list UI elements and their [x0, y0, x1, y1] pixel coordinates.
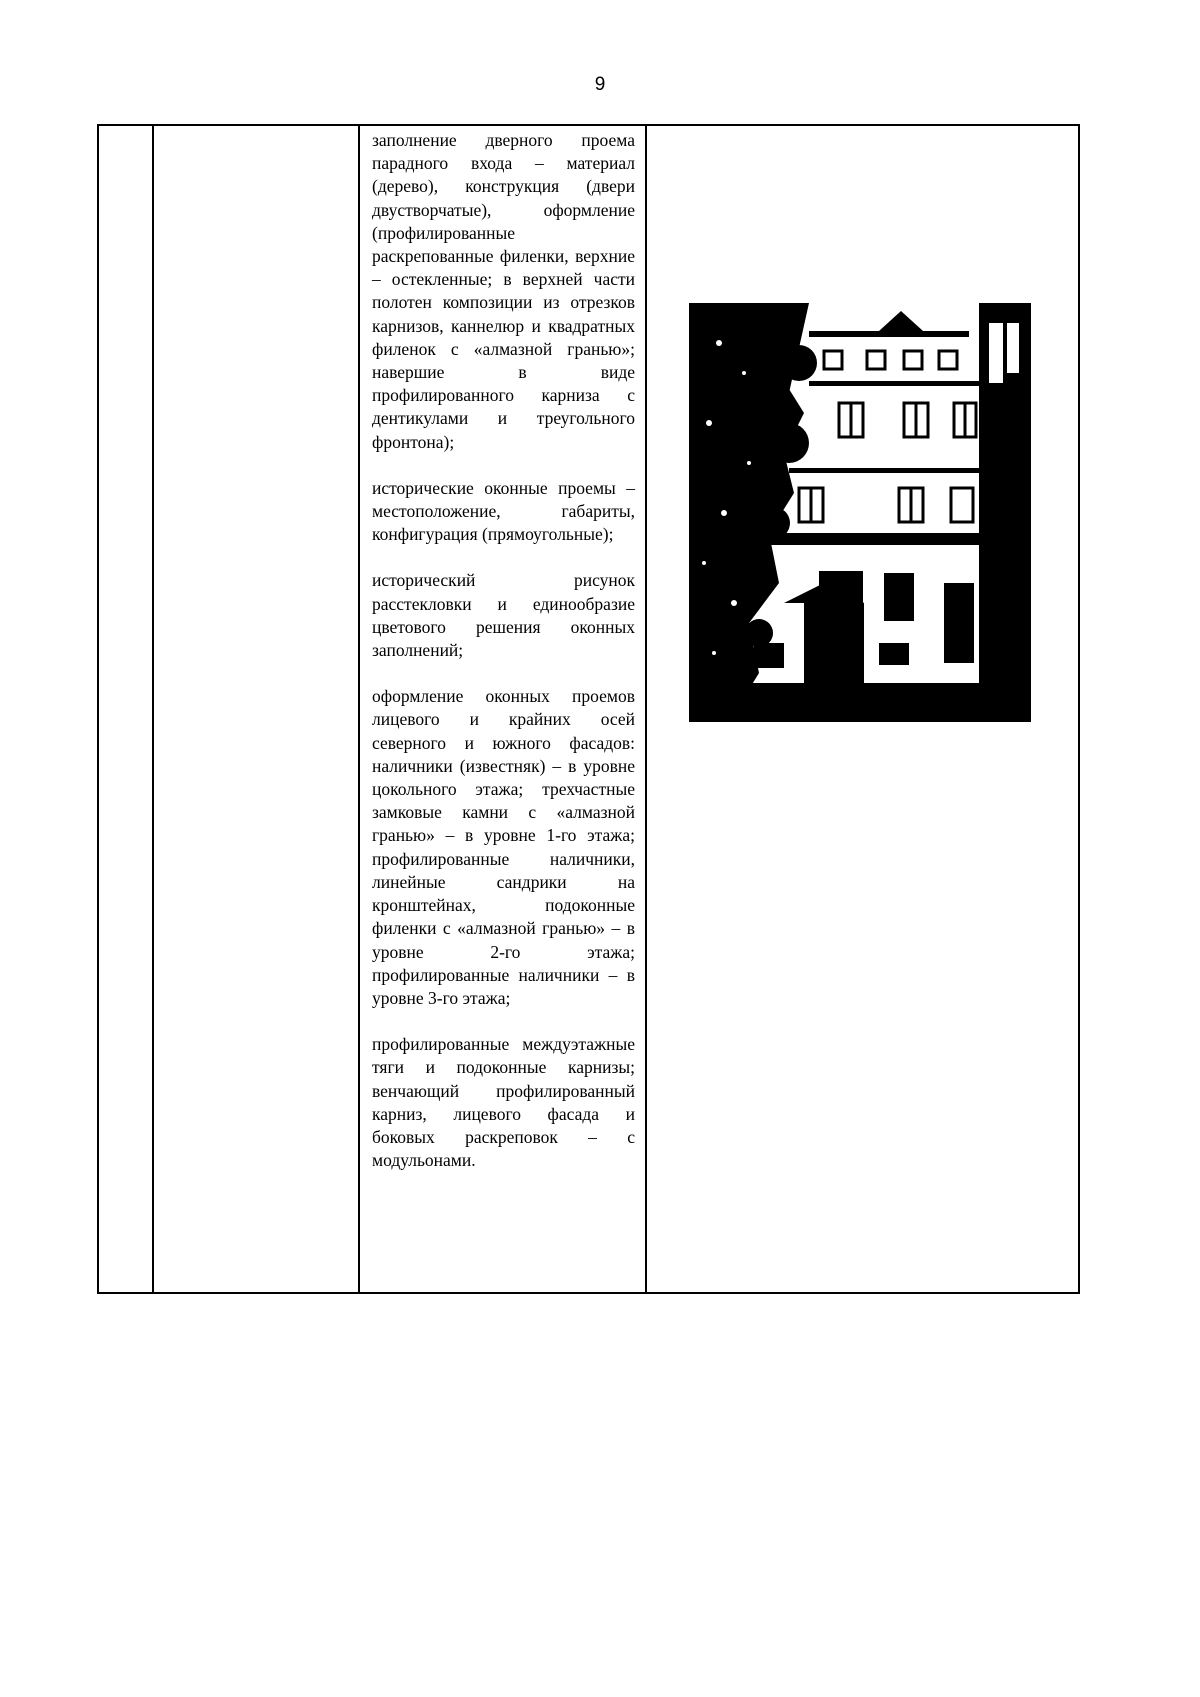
building-facade-photo	[689, 303, 1031, 722]
paragraph-cornices: профилированные междуэтажные тяги и подоконные карнизы; венчающий профилированный карниз, лицевого фасада и боковых раскреповок – с модульонами.	[372, 1034, 635, 1171]
cell-object-name	[153, 125, 359, 1293]
cell-number	[98, 125, 153, 1293]
table-row	[98, 125, 1079, 1293]
paragraph-entrance-door: заполнение дверного проема парадного входа – материал (дерево), конструкция (двери двустворчатые), оформление (профилированные раскрепованные филенки, верхние – остекленные; в верхней части полотен композиции из отрезков карнизов, каннелюр и квадратных филенок с «алмазной гранью»; навершие в виде профилированного карниза с дентикулами и треугольного фронтона);	[372, 130, 635, 452]
heritage-table	[97, 124, 1080, 1294]
cell-photo	[646, 125, 1079, 1293]
paragraph-glazing-pattern: исторический рисунок расстекловки и единообразие цветового решения оконных заполнений;	[372, 570, 635, 661]
paragraph-window-decoration: оформление оконных проемов лицевого и крайних осей северного и южного фасадов: наличники (известняк) – в уровне цокольного этажа; трехчастные замковые камни с «алмазной гранью» – в уровне 1-го этажа; профилированные наличники, линейные сандрики на кронштейнах, подоконные филенки с «алмазной гранью» – в уровне 2-го этажа; профилированные наличники – в уровне 3-го этажа;	[372, 686, 635, 1008]
paragraph-window-openings: исторические оконные проемы – местоположение, габариты, конфигурация (прямоугольные);	[372, 477, 635, 545]
cell-subject-of-protection	[359, 125, 646, 1293]
page-number: 9	[594, 74, 606, 95]
